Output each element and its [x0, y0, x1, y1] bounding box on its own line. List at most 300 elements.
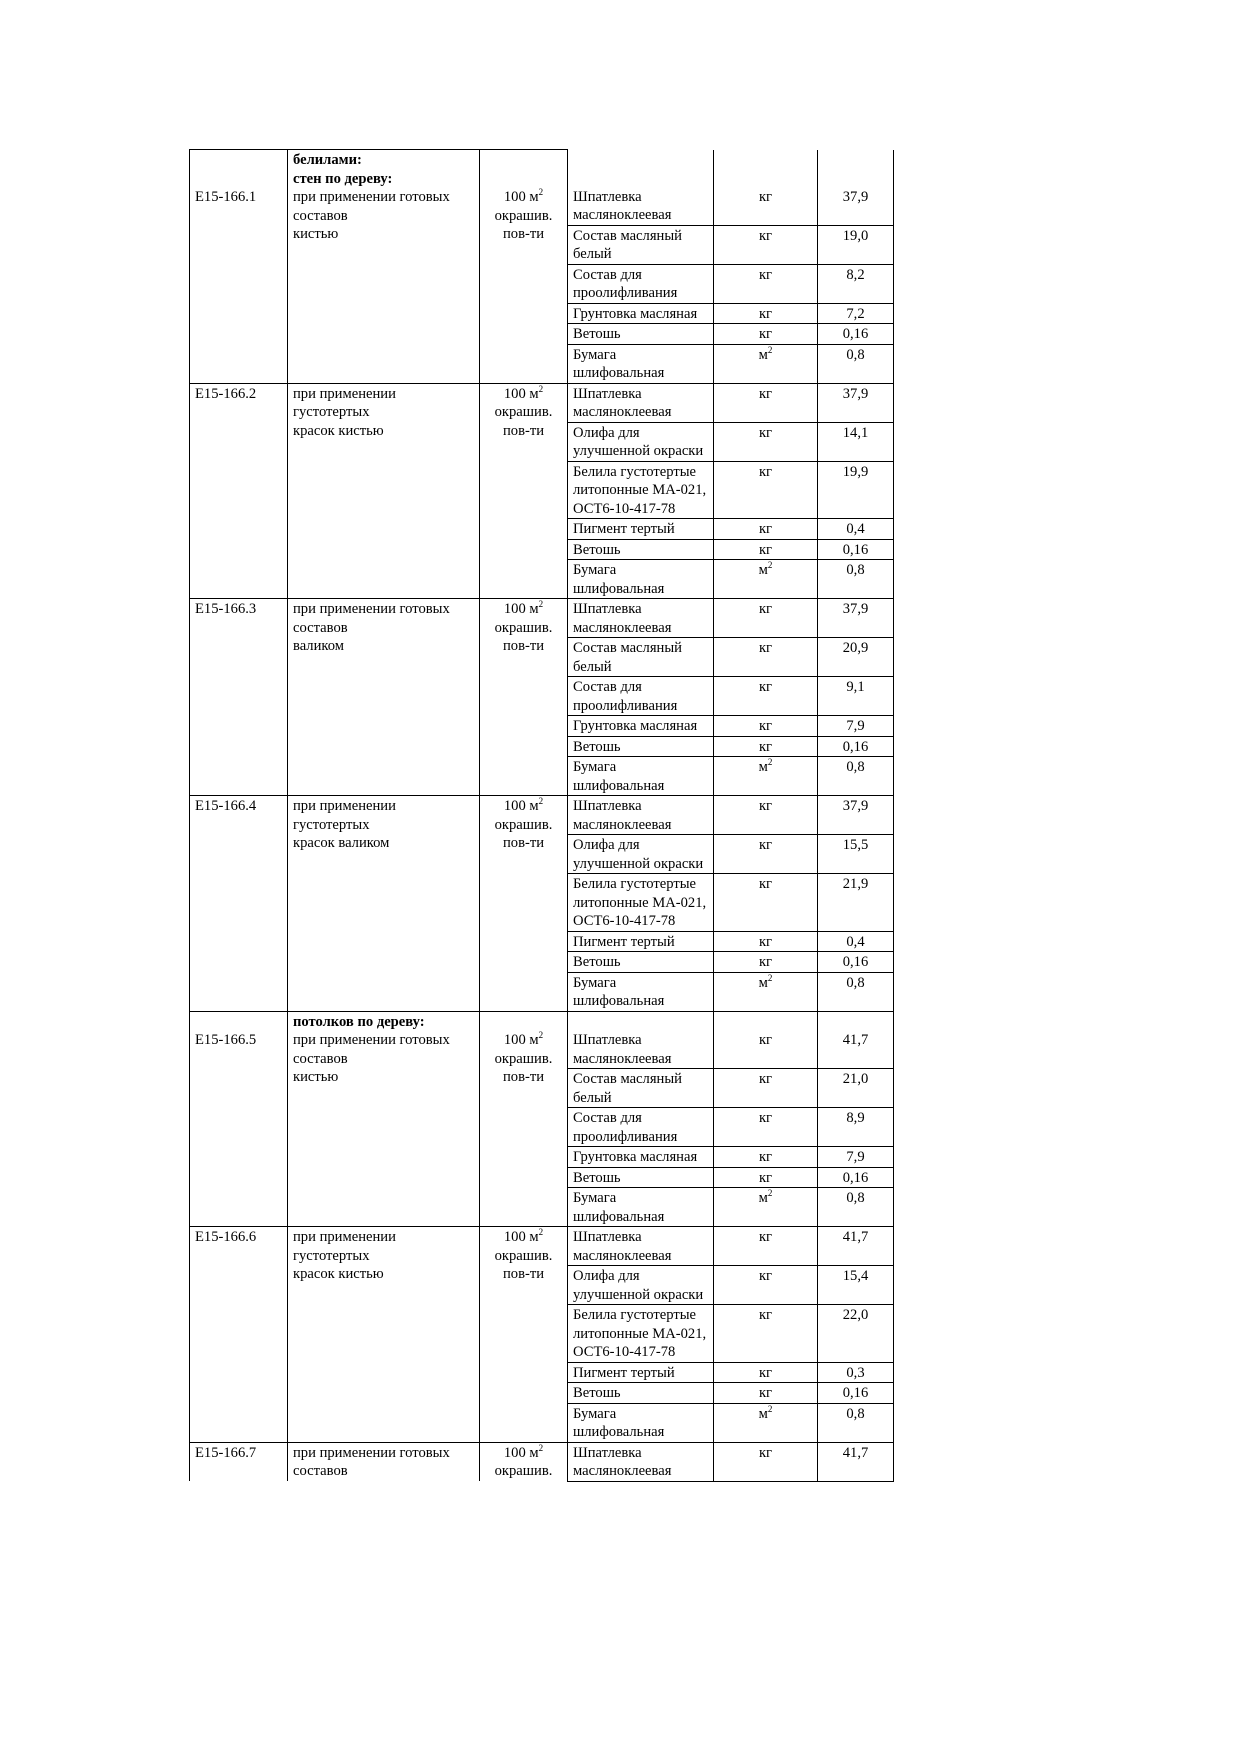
spacer [195, 1013, 282, 1032]
unit-value: 100 $м^2$ [503, 187, 544, 205]
unit-value: 100 $м^2$ [503, 796, 544, 814]
unit-line: пов-ти [502, 226, 545, 242]
material-name [568, 835, 714, 874]
material-name [568, 1167, 714, 1188]
unit-superscript: 2 [767, 344, 773, 355]
material-name [568, 796, 714, 835]
work-description [288, 383, 480, 599]
material-quantity-text: 7,9 [846, 718, 865, 734]
material-unit [714, 972, 818, 1011]
material-quantity-text: 0,8 [846, 562, 865, 578]
material-unit [714, 422, 818, 461]
material-name [568, 736, 714, 757]
material-quantity-text: 37,9 [842, 385, 869, 402]
material-unit-text: кг [758, 933, 773, 950]
description-line: при применении готовых [293, 189, 450, 205]
material-quantity-text: 9,1 [846, 679, 865, 695]
material-name [568, 1403, 714, 1442]
material-quantity [818, 931, 894, 952]
material-unit [714, 324, 818, 345]
spacer [823, 169, 888, 188]
spacer [719, 169, 812, 188]
material-name [568, 560, 714, 599]
spacer [719, 1013, 812, 1032]
section-heading: стен по дереву: [293, 170, 393, 187]
work-description [288, 796, 480, 1012]
material-quantity [818, 1383, 894, 1404]
material-quantity [818, 1188, 894, 1227]
unit-line: пов-ти [502, 835, 545, 851]
table-row [190, 1227, 894, 1266]
material-quantity-text: 19,9 [842, 463, 869, 480]
material-unit-text: $м^2$ [758, 1403, 773, 1422]
material-name-text: Пигмент тертый [573, 521, 675, 537]
material-quantity [818, 972, 894, 1011]
table-row [190, 796, 894, 835]
unit-line: пов-ти [502, 638, 545, 654]
measure-unit [480, 1011, 568, 1227]
work-code-text: Е15-166.2 [195, 385, 257, 402]
material-quantity-text: 41,7 [842, 1444, 869, 1461]
material-quantity [818, 303, 894, 324]
material-unit [714, 1069, 818, 1108]
material-quantity-text: 37,9 [842, 601, 869, 617]
material-quantity-text: 15,5 [842, 837, 869, 853]
material-quantity [818, 1227, 894, 1266]
material-unit-text: кг [758, 679, 773, 695]
material-unit-text: кг [758, 1364, 773, 1381]
unit-line: окрашив. [494, 816, 553, 833]
unit-superscript: 2 [538, 1030, 544, 1041]
spacer [823, 151, 888, 170]
material-unit-text: кг [758, 876, 773, 892]
material-unit [714, 599, 818, 638]
material-quantity [818, 736, 894, 757]
description-line: при применении [293, 1229, 396, 1245]
material-name-text: Шпатлевка масляноклеевая [573, 385, 672, 420]
material-name-text: Шпатлевка масляноклеевая [573, 1229, 672, 1264]
material-quantity-text: 0,16 [842, 1169, 869, 1186]
material-quantity [818, 638, 894, 677]
material-name-text: Белила густотертые литопонные МА-021, ОСТ6-10-417-78 [573, 876, 707, 929]
material-name-text: Бумага шлифовальная [573, 1190, 665, 1225]
material-unit [714, 757, 818, 796]
material-name [568, 225, 714, 264]
measure-unit [480, 150, 568, 384]
material-name-text: Ветошь [573, 1385, 621, 1401]
material-unit-text: кг [758, 1071, 773, 1087]
measure-unit [480, 383, 568, 599]
description-line: при применении готовых [293, 1444, 450, 1461]
material-unit [714, 264, 818, 303]
material-unit-text: $м^2$ [758, 344, 773, 363]
material-name-text: Ветошь [573, 326, 621, 342]
material-name [568, 519, 714, 540]
material-name-text: Ветошь [573, 954, 621, 970]
material-quantity [818, 560, 894, 599]
material-unit [714, 1383, 818, 1404]
material-name [568, 150, 714, 226]
material-unit [714, 344, 818, 383]
measure-unit [480, 796, 568, 1012]
material-unit [714, 736, 818, 757]
description-line: красок кистью [293, 1266, 384, 1282]
material-quantity [818, 677, 894, 716]
material-unit [714, 796, 818, 835]
material-name [568, 599, 714, 638]
spacer [195, 170, 282, 189]
material-unit [714, 931, 818, 952]
material-name-text: Белила густотертые литопонные МА-021, ОСТ6-10-417-78 [573, 1307, 707, 1360]
material-quantity [818, 599, 894, 638]
material-quantity [818, 422, 894, 461]
material-name [568, 1266, 714, 1305]
work-code [190, 599, 288, 796]
material-unit-text: кг [758, 1385, 773, 1401]
material-name-text: Шпатлевка масляноклеевая [573, 601, 672, 636]
material-name-text: Состав для проолифливания [573, 266, 678, 301]
unit-superscript: 2 [538, 1227, 544, 1238]
material-unit-text: $м^2$ [758, 757, 773, 775]
material-quantity [818, 874, 894, 932]
material-quantity-text: 0,16 [842, 326, 869, 342]
material-unit [714, 1227, 818, 1266]
spacer [573, 169, 708, 188]
material-name [568, 303, 714, 324]
material-name-text: Грунтовка масляная [573, 718, 698, 734]
measure-unit [480, 599, 568, 796]
material-quantity [818, 1403, 894, 1442]
material-name [568, 539, 714, 560]
description-line: густотертых [293, 816, 370, 833]
material-unit-text: $м^2$ [758, 560, 773, 578]
material-unit-text: кг [758, 1444, 773, 1461]
material-unit-text: кг [758, 385, 773, 402]
material-name [568, 716, 714, 737]
material-quantity-text: 0,16 [842, 954, 869, 970]
material-name [568, 1362, 714, 1383]
material-quantity-text: 20,9 [842, 640, 869, 656]
material-name-text: Ветошь [573, 541, 621, 558]
spacer [482, 170, 565, 189]
material-name-text: Пигмент тертый [573, 933, 675, 950]
unit-superscript: 2 [767, 560, 773, 571]
material-unit-text: кг [758, 188, 773, 205]
unit-superscript: 2 [767, 972, 773, 983]
material-unit-text: кг [758, 1268, 773, 1284]
unit-line: пов-ти [502, 422, 545, 439]
material-unit [714, 1403, 818, 1442]
work-description [288, 1442, 480, 1481]
material-unit [714, 952, 818, 973]
material-unit [714, 638, 818, 677]
material-name-text: Бумага шлифовальная [573, 759, 665, 794]
work-code-text: Е15-166.3 [195, 601, 257, 617]
spacer [719, 151, 812, 170]
description-line: при применении готовых [293, 601, 450, 617]
material-quantity-text: 21,9 [842, 876, 869, 892]
material-quantity-text: 0,16 [842, 541, 869, 558]
description-line: составов [293, 207, 348, 224]
material-name-text: Шпатлевка масляноклеевая [573, 1032, 672, 1067]
material-name [568, 1227, 714, 1266]
material-quantity [818, 1108, 894, 1147]
work-code [190, 796, 288, 1012]
material-unit [714, 874, 818, 932]
material-unit-text: $м^2$ [758, 1188, 773, 1206]
table-row [190, 150, 894, 226]
description-line: при применении [293, 385, 396, 402]
material-unit-text: кг [758, 954, 773, 970]
unit-superscript: 2 [538, 187, 544, 198]
material-quantity-text: 41,7 [842, 1229, 869, 1245]
material-name [568, 757, 714, 796]
work-code [190, 383, 288, 599]
material-unit [714, 383, 818, 422]
unit-value: 100 $м^2$ [503, 599, 544, 617]
material-name-text: Олифа для улучшенной окраски [573, 1268, 704, 1303]
material-quantity [818, 1266, 894, 1305]
material-unit [714, 835, 818, 874]
material-name-text: Состав масляный белый [573, 1071, 682, 1106]
material-name-text: Олифа для улучшенной окраски [573, 837, 704, 872]
material-unit-text: кг [758, 521, 773, 537]
unit-superscript: 2 [767, 1188, 773, 1199]
material-quantity [818, 344, 894, 383]
material-unit-text: кг [758, 1032, 773, 1048]
material-unit-text: кг [758, 326, 773, 342]
material-unit [714, 519, 818, 540]
material-unit [714, 461, 818, 519]
description-line: при применении [293, 798, 396, 814]
material-quantity-text: 15,4 [842, 1268, 869, 1284]
material-name [568, 1188, 714, 1227]
unit-line: окрашив. [494, 404, 553, 420]
work-description [288, 599, 480, 796]
material-quantity-text: 0,8 [846, 759, 865, 775]
material-quantity [818, 1305, 894, 1363]
material-unit [714, 1442, 818, 1481]
material-unit-text: кг [758, 1229, 773, 1245]
material-quantity [818, 796, 894, 835]
material-quantity [818, 1362, 894, 1383]
material-quantity-text: 37,9 [842, 188, 869, 205]
material-name [568, 344, 714, 383]
description-line: составов [293, 1050, 348, 1067]
material-name-text: Состав масляный белый [573, 227, 682, 262]
unit-superscript: 2 [767, 757, 773, 768]
material-name-text: Грунтовка масляная [573, 305, 698, 322]
material-quantity-text: 41,7 [842, 1032, 869, 1048]
unit-line: окрашив. [494, 1463, 553, 1479]
material-quantity [818, 1147, 894, 1168]
material-name-text: Грунтовка масляная [573, 1149, 698, 1165]
material-unit-text: кг [758, 463, 773, 480]
material-quantity-text: 8,9 [846, 1110, 865, 1126]
material-quantity [818, 539, 894, 560]
unit-line: пов-ти [502, 1069, 545, 1085]
measure-unit [480, 1442, 568, 1481]
work-description [288, 1011, 480, 1227]
material-quantity [818, 519, 894, 540]
material-unit-text: кг [758, 738, 773, 755]
measure-unit [480, 1227, 568, 1443]
material-unit [714, 716, 818, 737]
material-unit [714, 1147, 818, 1168]
material-unit-text: кг [758, 798, 773, 814]
material-unit-text: кг [758, 424, 773, 441]
material-name [568, 383, 714, 422]
material-quantity-text: 0,8 [846, 1190, 865, 1206]
material-quantity [818, 1167, 894, 1188]
work-code [190, 1442, 288, 1481]
section-heading: потолков по дереву: [293, 1013, 425, 1030]
material-quantity-text: 7,9 [846, 1149, 865, 1165]
material-name-text: Бумага шлифовальная [573, 974, 665, 1009]
unit-value: 100 $м^2$ [503, 1030, 544, 1048]
work-code [190, 1227, 288, 1443]
material-name [568, 952, 714, 973]
material-name-text: Ветошь [573, 738, 621, 755]
material-unit-text: $м^2$ [758, 972, 773, 991]
material-name-text: Шпатлевка масляноклеевая [573, 798, 672, 833]
description-line: красок валиком [293, 835, 390, 851]
unit-value: 100 $м^2$ [503, 383, 544, 402]
material-unit [714, 1011, 818, 1069]
work-code-text: Е15-166.1 [195, 189, 257, 205]
work-code-text: Е15-166.7 [195, 1444, 257, 1461]
material-name-text: Состав для проолифливания [573, 1110, 678, 1145]
material-unit-text: кг [758, 837, 773, 853]
table-row [190, 1442, 894, 1481]
material-name [568, 638, 714, 677]
material-quantity-text: 0,8 [846, 346, 865, 363]
material-quantity-text: 8,2 [846, 266, 865, 283]
unit-value: 100 $м^2$ [503, 1227, 544, 1245]
unit-value: 100 $м^2$ [503, 1442, 544, 1461]
spacer [573, 151, 708, 170]
work-code-text: Е15-166.6 [195, 1229, 257, 1245]
material-quantity-text: 21,0 [842, 1071, 869, 1087]
material-unit [714, 225, 818, 264]
description-line: густотертых [293, 1247, 370, 1264]
material-name [568, 874, 714, 932]
material-quantity-text: 7,2 [846, 305, 865, 322]
spacer [482, 1013, 565, 1032]
unit-line: пов-ти [502, 1266, 545, 1282]
unit-line: окрашив. [494, 207, 553, 224]
material-unit-text: кг [758, 601, 773, 617]
material-name-text: Шпатлевка масляноклеевая [573, 1444, 672, 1479]
work-code-text: Е15-166.5 [195, 1032, 257, 1048]
material-quantity-text: 22,0 [842, 1307, 869, 1323]
material-unit-text: кг [758, 305, 773, 322]
description-line: составов [293, 1463, 348, 1479]
material-name-text: Олифа для улучшенной окраски [573, 424, 704, 459]
unit-superscript: 2 [538, 796, 544, 807]
material-name-text: Бумага шлифовальная [573, 1405, 665, 1440]
unit-line: окрашив. [494, 619, 553, 636]
material-name [568, 1442, 714, 1481]
unit-line: окрашив. [494, 1247, 553, 1264]
material-name-text: Белила густотертые литопонные МА-021, ОСТ6-10-417-78 [573, 463, 707, 517]
material-name [568, 972, 714, 1011]
material-quantity-text: 0,4 [846, 521, 865, 537]
material-unit-text: кг [758, 1110, 773, 1126]
description-line: составов [293, 619, 348, 636]
material-unit-text: кг [758, 227, 773, 244]
material-name-text: Бумага шлифовальная [573, 562, 665, 597]
material-unit-text: кг [758, 640, 773, 656]
material-unit [714, 303, 818, 324]
description-line: кистью [293, 1069, 339, 1085]
description-line: кистью [293, 226, 339, 242]
material-quantity [818, 716, 894, 737]
material-quantity [818, 461, 894, 519]
spacer [573, 1013, 708, 1032]
material-unit-text: кг [758, 1149, 773, 1165]
material-name [568, 324, 714, 345]
unit-superscript: 2 [538, 1442, 544, 1453]
material-unit [714, 1167, 818, 1188]
material-quantity [818, 1069, 894, 1108]
material-name-text: Шпатлевка масляноклеевая [573, 188, 672, 223]
material-quantity [818, 225, 894, 264]
material-quantity-text: 14,1 [842, 424, 869, 441]
material-quantity [818, 757, 894, 796]
material-name-text: Бумага шлифовальная [573, 346, 665, 381]
material-quantity-text: 19,0 [842, 227, 869, 244]
material-name [568, 1147, 714, 1168]
material-quantity [818, 1442, 894, 1481]
material-unit [714, 1108, 818, 1147]
table-row [190, 1011, 894, 1069]
work-description [288, 1227, 480, 1443]
material-quantity [818, 383, 894, 422]
unit-superscript: 2 [538, 599, 544, 610]
material-unit-text: кг [758, 266, 773, 283]
material-quantity [818, 1011, 894, 1069]
material-name [568, 1069, 714, 1108]
material-name [568, 931, 714, 952]
material-unit [714, 1362, 818, 1383]
material-name-text: Состав для проолифливания [573, 679, 678, 714]
material-name [568, 1011, 714, 1069]
unit-line: окрашив. [494, 1050, 553, 1067]
spacer [195, 151, 282, 170]
material-quantity-text: 0,4 [846, 933, 865, 950]
material-unit-text: кг [758, 1307, 773, 1323]
material-unit [714, 560, 818, 599]
unit-superscript: 2 [538, 383, 544, 394]
material-name [568, 1383, 714, 1404]
materials-table [189, 149, 894, 1482]
material-quantity [818, 952, 894, 973]
material-unit [714, 1188, 818, 1227]
unit-superscript: 2 [767, 1403, 773, 1414]
material-unit [714, 539, 818, 560]
material-name [568, 461, 714, 519]
material-name [568, 1108, 714, 1147]
material-quantity-text: 37,9 [842, 798, 869, 814]
material-unit [714, 677, 818, 716]
description-line: красок кистью [293, 422, 384, 439]
material-name [568, 677, 714, 716]
work-code [190, 1011, 288, 1227]
material-name-text: Ветошь [573, 1169, 621, 1186]
material-unit [714, 150, 818, 226]
material-name-text: Пигмент тертый [573, 1364, 675, 1381]
